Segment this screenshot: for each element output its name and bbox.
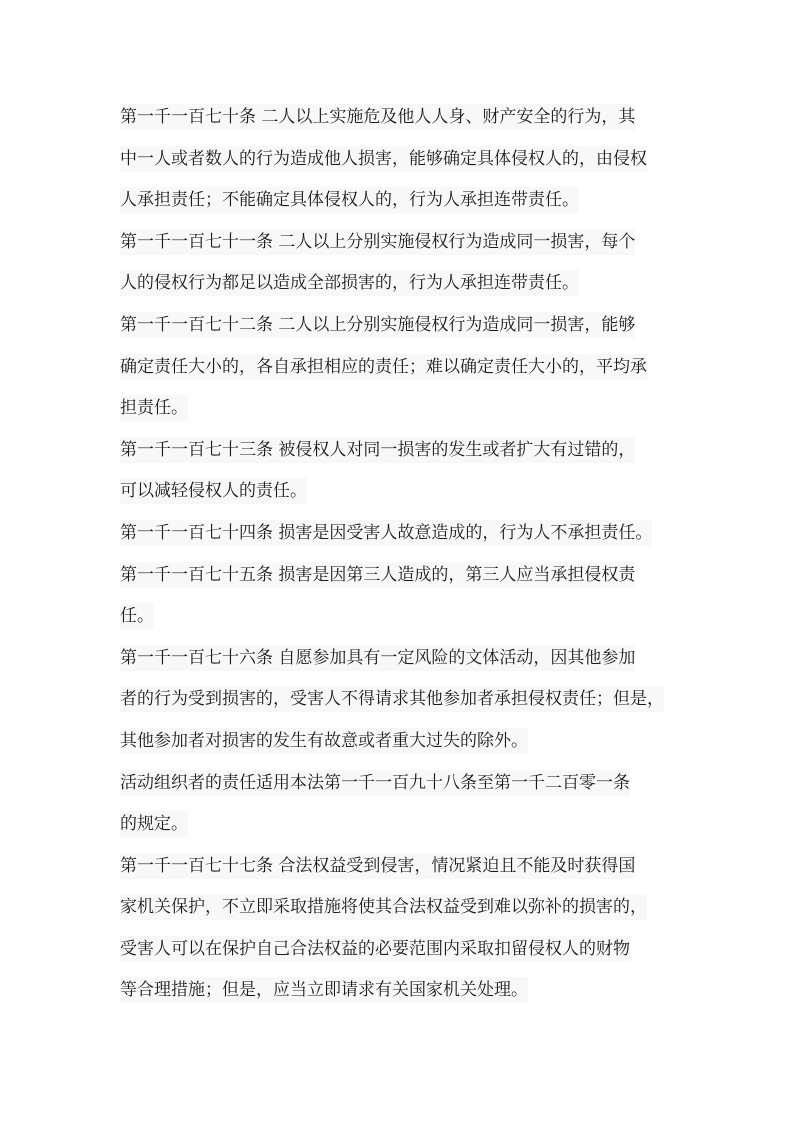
text-line bbox=[120, 222, 733, 264]
text-line bbox=[120, 970, 733, 1012]
article-1176-paragraph-2 bbox=[120, 763, 733, 846]
line-text: 其他参加者对损害的发生有故意或者重大过失的除外。 bbox=[120, 728, 528, 754]
text-line bbox=[120, 596, 733, 638]
line-text: 第一千一百七十七条 合法权益受到侵害，情况紧迫且不能及时获得国 bbox=[120, 853, 635, 879]
text-line bbox=[120, 263, 733, 305]
line-text: 者的行为受到损害的，受害人不得请求其他参加者承担侵权责任；但是， bbox=[120, 686, 664, 712]
line-text: 第一千一百七十条 二人以上实施危及他人人身、财产安全的行为，其 bbox=[120, 104, 635, 130]
text-line bbox=[120, 555, 733, 597]
line-text: 任。 bbox=[120, 603, 154, 629]
text-line bbox=[120, 804, 733, 846]
text-line bbox=[120, 97, 733, 139]
text-line bbox=[120, 430, 733, 472]
line-text: 受害人可以在保护自己合法权益的必要范围内采取扣留侵权人的财物 bbox=[120, 936, 630, 962]
article-1177 bbox=[120, 846, 733, 1012]
text-line bbox=[120, 139, 733, 181]
line-text: 人的侵权行为都足以造成全部损害的，行为人承担连带责任。 bbox=[120, 270, 579, 296]
article-1171 bbox=[120, 222, 733, 305]
line-text: 第一千一百七十四条 损害是因受害人故意造成的，行为人不承担责任。 bbox=[120, 520, 652, 546]
line-text: 等合理措施；但是，应当立即请求有关国家机关处理。 bbox=[120, 977, 528, 1003]
article-1176 bbox=[120, 638, 733, 763]
text-line bbox=[120, 513, 733, 555]
line-text: 第一千一百七十三条 被侵权人对同一损害的发生或者扩大有过错的， bbox=[120, 437, 635, 463]
line-text: 第一千一百七十五条 损害是因第三人造成的，第三人应当承担侵权责 bbox=[120, 562, 635, 588]
text-line bbox=[120, 887, 733, 929]
text-line bbox=[120, 388, 733, 430]
text-line bbox=[120, 763, 733, 805]
line-text: 第一千一百七十一条 二人以上分别实施侵权行为造成同一损害，每个 bbox=[120, 229, 635, 255]
article-1173 bbox=[120, 430, 733, 513]
line-text: 家机关保护，不立即采取措施将使其合法权益受到难以弥补的损害的， bbox=[120, 894, 647, 920]
text-line bbox=[120, 347, 733, 389]
text-line bbox=[120, 180, 733, 222]
article-1172 bbox=[120, 305, 733, 430]
text-line bbox=[120, 721, 733, 763]
text-line bbox=[120, 929, 733, 971]
article-1175 bbox=[120, 555, 733, 638]
line-text: 人承担责任；不能确定具体侵权人的，行为人承担连带责任。 bbox=[120, 187, 579, 213]
text-line bbox=[120, 638, 733, 680]
text-line bbox=[120, 679, 733, 721]
line-text: 确定责任大小的，各自承担相应的责任；难以确定责任大小的，平均承 bbox=[120, 354, 647, 380]
line-text: 活动组织者的责任适用本法第一千一百九十八条至第一千二百零一条 bbox=[120, 770, 630, 796]
article-1170 bbox=[120, 97, 733, 222]
text-line bbox=[120, 846, 733, 888]
article-1174 bbox=[120, 513, 733, 555]
line-text: 第一千一百七十二条 二人以上分别实施侵权行为造成同一损害，能够 bbox=[120, 312, 635, 338]
text-line bbox=[120, 471, 733, 513]
line-text: 担责任。 bbox=[120, 395, 188, 421]
line-text: 第一千一百七十六条 自愿参加具有一定风险的文体活动，因其他参加 bbox=[120, 645, 635, 671]
line-text: 的规定。 bbox=[120, 811, 188, 837]
line-text: 中一人或者数人的行为造成他人损害，能够确定具体侵权人的，由侵权 bbox=[120, 146, 647, 172]
line-text: 可以减轻侵权人的责任。 bbox=[120, 478, 307, 504]
text-line bbox=[120, 305, 733, 347]
